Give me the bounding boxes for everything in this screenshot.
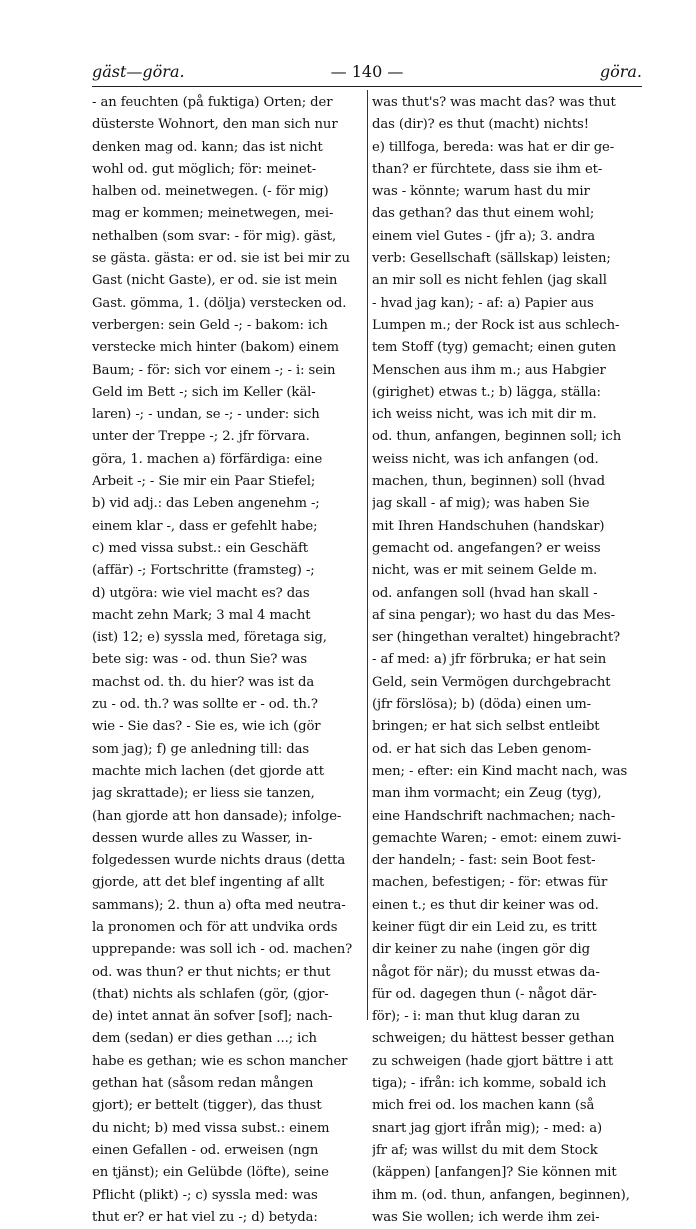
text-line: tem Stoff (tyg) gemacht; einen guten [372, 340, 617, 356]
header-left-guide-words: gäst—göra. [92, 62, 185, 81]
text-line: Lumpen m.; der Rock ist aus schlech- [372, 317, 620, 333]
text-line: af sina pengar); wo hast du das Mes- [372, 607, 615, 623]
text-line: (jfr förslösa); b) (döda) einen um- [372, 697, 591, 713]
text-line: jfr af; was willst du mit dem Stock [372, 1142, 598, 1158]
text-line: Baum; - för: sich vor einem -; - i: sein [92, 362, 336, 378]
text-line: d) utgöra: wie viel macht es? das [92, 585, 310, 601]
right-column [372, 92, 644, 1229]
text-line: verbergen: sein Geld -; - bakom: ich [92, 317, 328, 333]
text-line: weiss nicht, was ich anfangen (od. [372, 451, 599, 467]
text-line: (käppen) [anfangen]? Sie können mit [372, 1165, 617, 1181]
text-line: macht zehn Mark; 3 mal 4 macht [92, 607, 311, 623]
text-line: dir keiner zu nahe (ingen gör dig [372, 942, 590, 958]
text-line: nethalben (som svar: - för mig). gäst, [92, 228, 337, 244]
text-line: einen t.; es thut dir keiner was od. [372, 897, 599, 913]
column-divider [367, 90, 368, 1020]
text-line: machen, thun, beginnen) soll (hvad [372, 474, 605, 490]
text-line: thut er? er hat viel zu -; d) betyda: [92, 1209, 318, 1225]
text-line: gemacht od. angefangen? er weiss [372, 540, 601, 556]
text-line: Menschen aus ihm m.; aus Habgier [372, 362, 606, 378]
text-line: jag skrattade); er liess sie tanzen, [92, 786, 315, 802]
text-line: (han gjorde att hon dansade); infolge- [92, 808, 342, 824]
text-line: mit Ihren Handschuhen (handskar) [372, 518, 605, 534]
text-line: wie - Sie das? - Sie es, wie ich (gör [92, 719, 321, 735]
text-line: od. was thun? er thut nichts; er thut [92, 964, 331, 980]
text-line: (affär) -; Fortschritte (framsteg) -; [92, 563, 315, 579]
text-line: c) med vissa subst.: ein Geschäft [92, 540, 308, 556]
text-line: e) tillfoga, bereda: was hat er dir ge- [372, 139, 615, 155]
text-line: nicht, was er mit seinem Gelde m. [372, 563, 598, 579]
text-line: machen, befestigen; - för: etwas für [372, 875, 608, 891]
text-line: mag er kommen; meinetwegen, mei- [92, 206, 334, 222]
text-line: de) intet annat än sofver [sof]; nach- [92, 1009, 333, 1025]
text-line: habe es gethan; wie es schon mancher [92, 1053, 348, 1069]
text-line: Geld im Bett -; sich im Keller (käl- [92, 384, 316, 400]
text-line: laren) -; - undan, se -; - under: sich [92, 407, 320, 423]
text-line: zu - od. th.? was sollte er - od. th.? [92, 697, 318, 713]
text-line: Pflicht (plikt) -; c) syssla med: was [92, 1187, 318, 1203]
text-line: gethan hat (såsom redan mången [92, 1076, 314, 1092]
text-line: bringen; er hat sich selbst entleibt [372, 719, 600, 735]
text-line: jag skall - af mig); was haben Sie [372, 496, 590, 512]
text-line: was - könnte; warum hast du mir [372, 184, 590, 200]
text-line: Geld, sein Vermögen durchgebracht [372, 674, 611, 690]
text-line: en tjänst); ein Gelübde (löfte), seine [92, 1165, 329, 1181]
left-column [92, 92, 364, 1229]
text-line: Arbeit -; - Sie mir ein Paar Stiefel; [92, 474, 316, 490]
text-line: an mir soll es nicht fehlen (jag skall [372, 273, 607, 289]
text-line: (ist) 12; e) syssla med, företaga sig, [92, 630, 327, 646]
text-line: Gast (nicht Gaste), er od. sie ist mein [92, 273, 338, 289]
text-line: machst od. th. du hier? was ist da [92, 674, 315, 690]
text-line: sammans); 2. thun a) ofta med neutra- [92, 897, 346, 913]
text-line: ich weiss nicht, was ich mit dir m. [372, 407, 597, 423]
text-line: la pronomen och för att undvika ords [92, 919, 338, 935]
text-line: der handeln; - fast: sein Boot fest- [372, 853, 596, 869]
text-line: od. thun, anfangen, beginnen soll; ich [372, 429, 622, 445]
text-line: verstecke mich hinter (bakom) einem [92, 340, 339, 356]
header-rule [92, 86, 642, 87]
text-line: für od. dagegen thun (- något där- [372, 986, 597, 1002]
text-line: mich frei od. los machen kann (så [372, 1098, 595, 1114]
text-line: gemachte Waren; - emot: einem zuwi- [372, 830, 622, 846]
page-header [92, 62, 642, 84]
text-line: se gästa. gästa: er od. sie ist bei mir zu [92, 251, 350, 267]
text-line: ihm m. (od. thun, anfangen, beginnen), [372, 1187, 630, 1203]
text-line: denken mag od. kann; das ist nicht [92, 139, 323, 155]
text-line: göra, 1. machen a) förfärdiga: eine [92, 451, 323, 467]
text-line: dessen wurde alles zu Wasser, in- [92, 830, 313, 846]
text-line: than? er fürchtete, dass sie ihm et- [372, 161, 603, 177]
text-line: eine Handschrift nachmachen; nach- [372, 808, 616, 824]
text-line: einem viel Gutes - (jfr a); 3. andra [372, 228, 596, 244]
text-line: - an feuchten (på fuktiga) Orten; der [92, 95, 333, 110]
text-line: Gast. gömma, 1. (dölja) verstecken od. [92, 295, 347, 311]
text-line: folgedessen wurde nichts draus (detta [92, 853, 346, 869]
text-line: gjort); er bettelt (tigger), das thust [92, 1098, 322, 1114]
text-line: das (dir)? es thut (macht) nichts! [372, 117, 589, 133]
text-line: od. er hat sich das Leben genom- [372, 741, 592, 757]
text-line: (that) nichts als schlafen (gör, (gjor- [92, 986, 329, 1002]
text-line: was thut's? was macht das? was thut [372, 95, 616, 110]
page-number: — 140 — [330, 62, 404, 81]
text-line: das gethan? das thut einem wohl; [372, 206, 595, 222]
text-line: was Sie wollen; ich werde ihm zei- [372, 1209, 600, 1225]
text-line: halben od. meinetwegen. (- för mig) [92, 184, 329, 200]
text-line: upprepande: was soll ich - od. machen? [92, 942, 353, 958]
text-line: machte mich lachen (det gjorde att [92, 763, 324, 779]
text-line: wohl od. gut möglich; för: meinet- [92, 161, 317, 177]
text-line: för); - i: man thut klug daran zu [372, 1009, 580, 1025]
text-line: dem (sedan) er dies gethan ...; ich [92, 1031, 317, 1047]
text-line: keiner fügt dir ein Leid zu, es tritt [372, 919, 597, 935]
text-line: du nicht; b) med vissa subst.: einem [92, 1120, 330, 1136]
text-line: snart jag gjort ifrån mig); - med: a) [372, 1120, 603, 1136]
text-line: unter der Treppe -; 2. jfr förvara. [92, 429, 310, 445]
text-line: verb: Gesellschaft (sällskap) leisten; [372, 251, 611, 267]
text-line: b) vid adj.: das Leben angenehm -; [92, 496, 320, 512]
text-line: zu schweigen (hade gjort bättre i att [372, 1053, 614, 1069]
text-line: (girighet) etwas t.; b) lägga, ställa: [372, 384, 601, 400]
text-line: man ihm vormacht; ein Zeug (tyg), [372, 786, 602, 802]
text-line: düsterste Wohnort, den man sich nur [92, 117, 338, 133]
text-line: bete sig: was - od. thun Sie? was [92, 652, 308, 668]
text-line: tiga); - ifrån: ich komme, sobald ich [372, 1076, 607, 1092]
text-line: - hvad jag kan); - af: a) Papier aus [372, 295, 594, 311]
text-line: ser (hingethan veraltet) hingebracht? [372, 630, 620, 646]
text-line: schweigen; du hättest besser gethan [372, 1031, 615, 1047]
text-line: något för när); du musst etwas da- [372, 964, 600, 980]
text-line: einem klar -, dass er gefehlt habe; [92, 518, 318, 534]
text-line: som jag); f) ge anledning till: das [92, 741, 310, 757]
header-right-guide-word: göra. [599, 62, 642, 81]
text-line: gjorde, att det blef ingenting af allt [92, 875, 325, 891]
text-line: - af med: a) jfr förbruka; er hat sein [372, 652, 607, 668]
text-line: einen Gefallen - od. erweisen (ngn [92, 1142, 319, 1158]
text-line: od. anfangen soll (hvad han skall - [372, 585, 598, 601]
text-line: men; - efter: ein Kind macht nach, was [372, 763, 628, 779]
